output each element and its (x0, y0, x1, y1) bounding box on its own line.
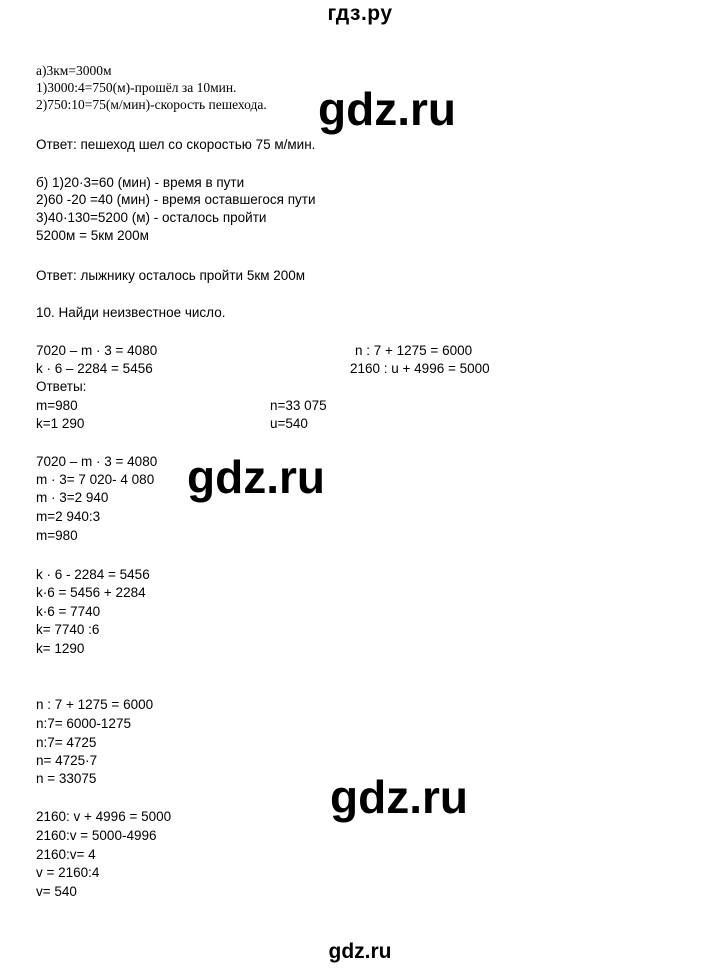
task10-eq-left-2: k · 6 – 2284 = 5456 (36, 361, 153, 376)
part-b-answer: Ответ: лыжнику осталось пройти 5км 200м (36, 268, 306, 283)
task10-eq-right-2: 2160 : u + 4996 = 5000 (350, 361, 490, 376)
watermark-1: gdz.ru (318, 83, 456, 135)
solution-k-line-5: k= 1290 (36, 641, 85, 656)
part-a-line-1: а)3км=3000м (36, 63, 112, 78)
watermark-2: gdz.ru (187, 451, 325, 503)
solution-n-line-3: n:7= 4725 (36, 735, 97, 750)
solution-k-line-1: k · 6 - 2284 = 5456 (36, 567, 150, 582)
watermark-3: gdz.ru (330, 771, 468, 823)
solution-v-line-3: 2160:v= 4 (36, 847, 96, 862)
solution-v-line-4: v = 2160:4 (36, 865, 100, 880)
solution-v-line-2: 2160:v = 5000-4996 (36, 828, 157, 843)
answer-m: m=980 (36, 398, 78, 413)
answers-label: Ответы: (36, 379, 87, 394)
part-a-line-3: 2)750:10=75(м/мин)-скорость пешехода. (36, 97, 267, 112)
solution-k-line-3: k·6 = 7740 (36, 604, 101, 619)
site-footer: gdz.ru (328, 940, 392, 963)
part-b-line-3: 3)40·130=5200 (м) - осталось пройти (36, 210, 267, 225)
part-a-answer: Ответ: пешеход шел со скоростью 75 м/мин. (36, 137, 316, 152)
solution-k-line-4: k= 7740 :6 (36, 622, 100, 637)
task10-eq-left-1: 7020 – m · 3 = 4080 (36, 343, 158, 358)
solution-m-line-4: m=2 940:3 (36, 509, 101, 524)
answer-n: n=33 075 (270, 398, 327, 413)
solution-k-line-2: k·6 = 5456 + 2284 (36, 585, 146, 600)
solution-n-line-4: n= 4725·7 (36, 753, 98, 768)
solution-v-line-1: 2160: v + 4996 = 5000 (36, 809, 172, 824)
task10-eq-right-1: n : 7 + 1275 = 6000 (355, 343, 473, 358)
part-b-line-2: 2)60 -20 =40 (мин) - время оставшегося пути (36, 192, 316, 207)
answer-u: u=540 (270, 416, 308, 431)
part-a-line-2: 1)3000:4=750(м)-прошёл за 10мин. (36, 80, 237, 95)
solution-m-line-2: m · 3= 7 020- 4 080 (36, 472, 155, 487)
task10-title: 10. Найди неизвестное число. (36, 305, 226, 320)
part-b-line-4: 5200м = 5км 200м (36, 228, 149, 243)
solution-m-line-1: 7020 – m · 3 = 4080 (36, 454, 158, 469)
solution-n-line-5: n = 33075 (36, 771, 97, 786)
solution-v-line-5: v= 540 (36, 884, 77, 899)
solution-m-line-3: m · 3=2 940 (36, 490, 109, 505)
part-b-line-1: б) 1)20·3=60 (мин) - время в пути (36, 175, 245, 190)
site-header: гдз.ру (327, 2, 393, 25)
solution-n-line-2: n:7= 6000-1275 (36, 716, 131, 731)
answer-k: k=1 290 (36, 416, 85, 431)
solution-m-line-5: m=980 (36, 528, 78, 543)
solution-n-line-1: n : 7 + 1275 = 6000 (36, 697, 154, 712)
